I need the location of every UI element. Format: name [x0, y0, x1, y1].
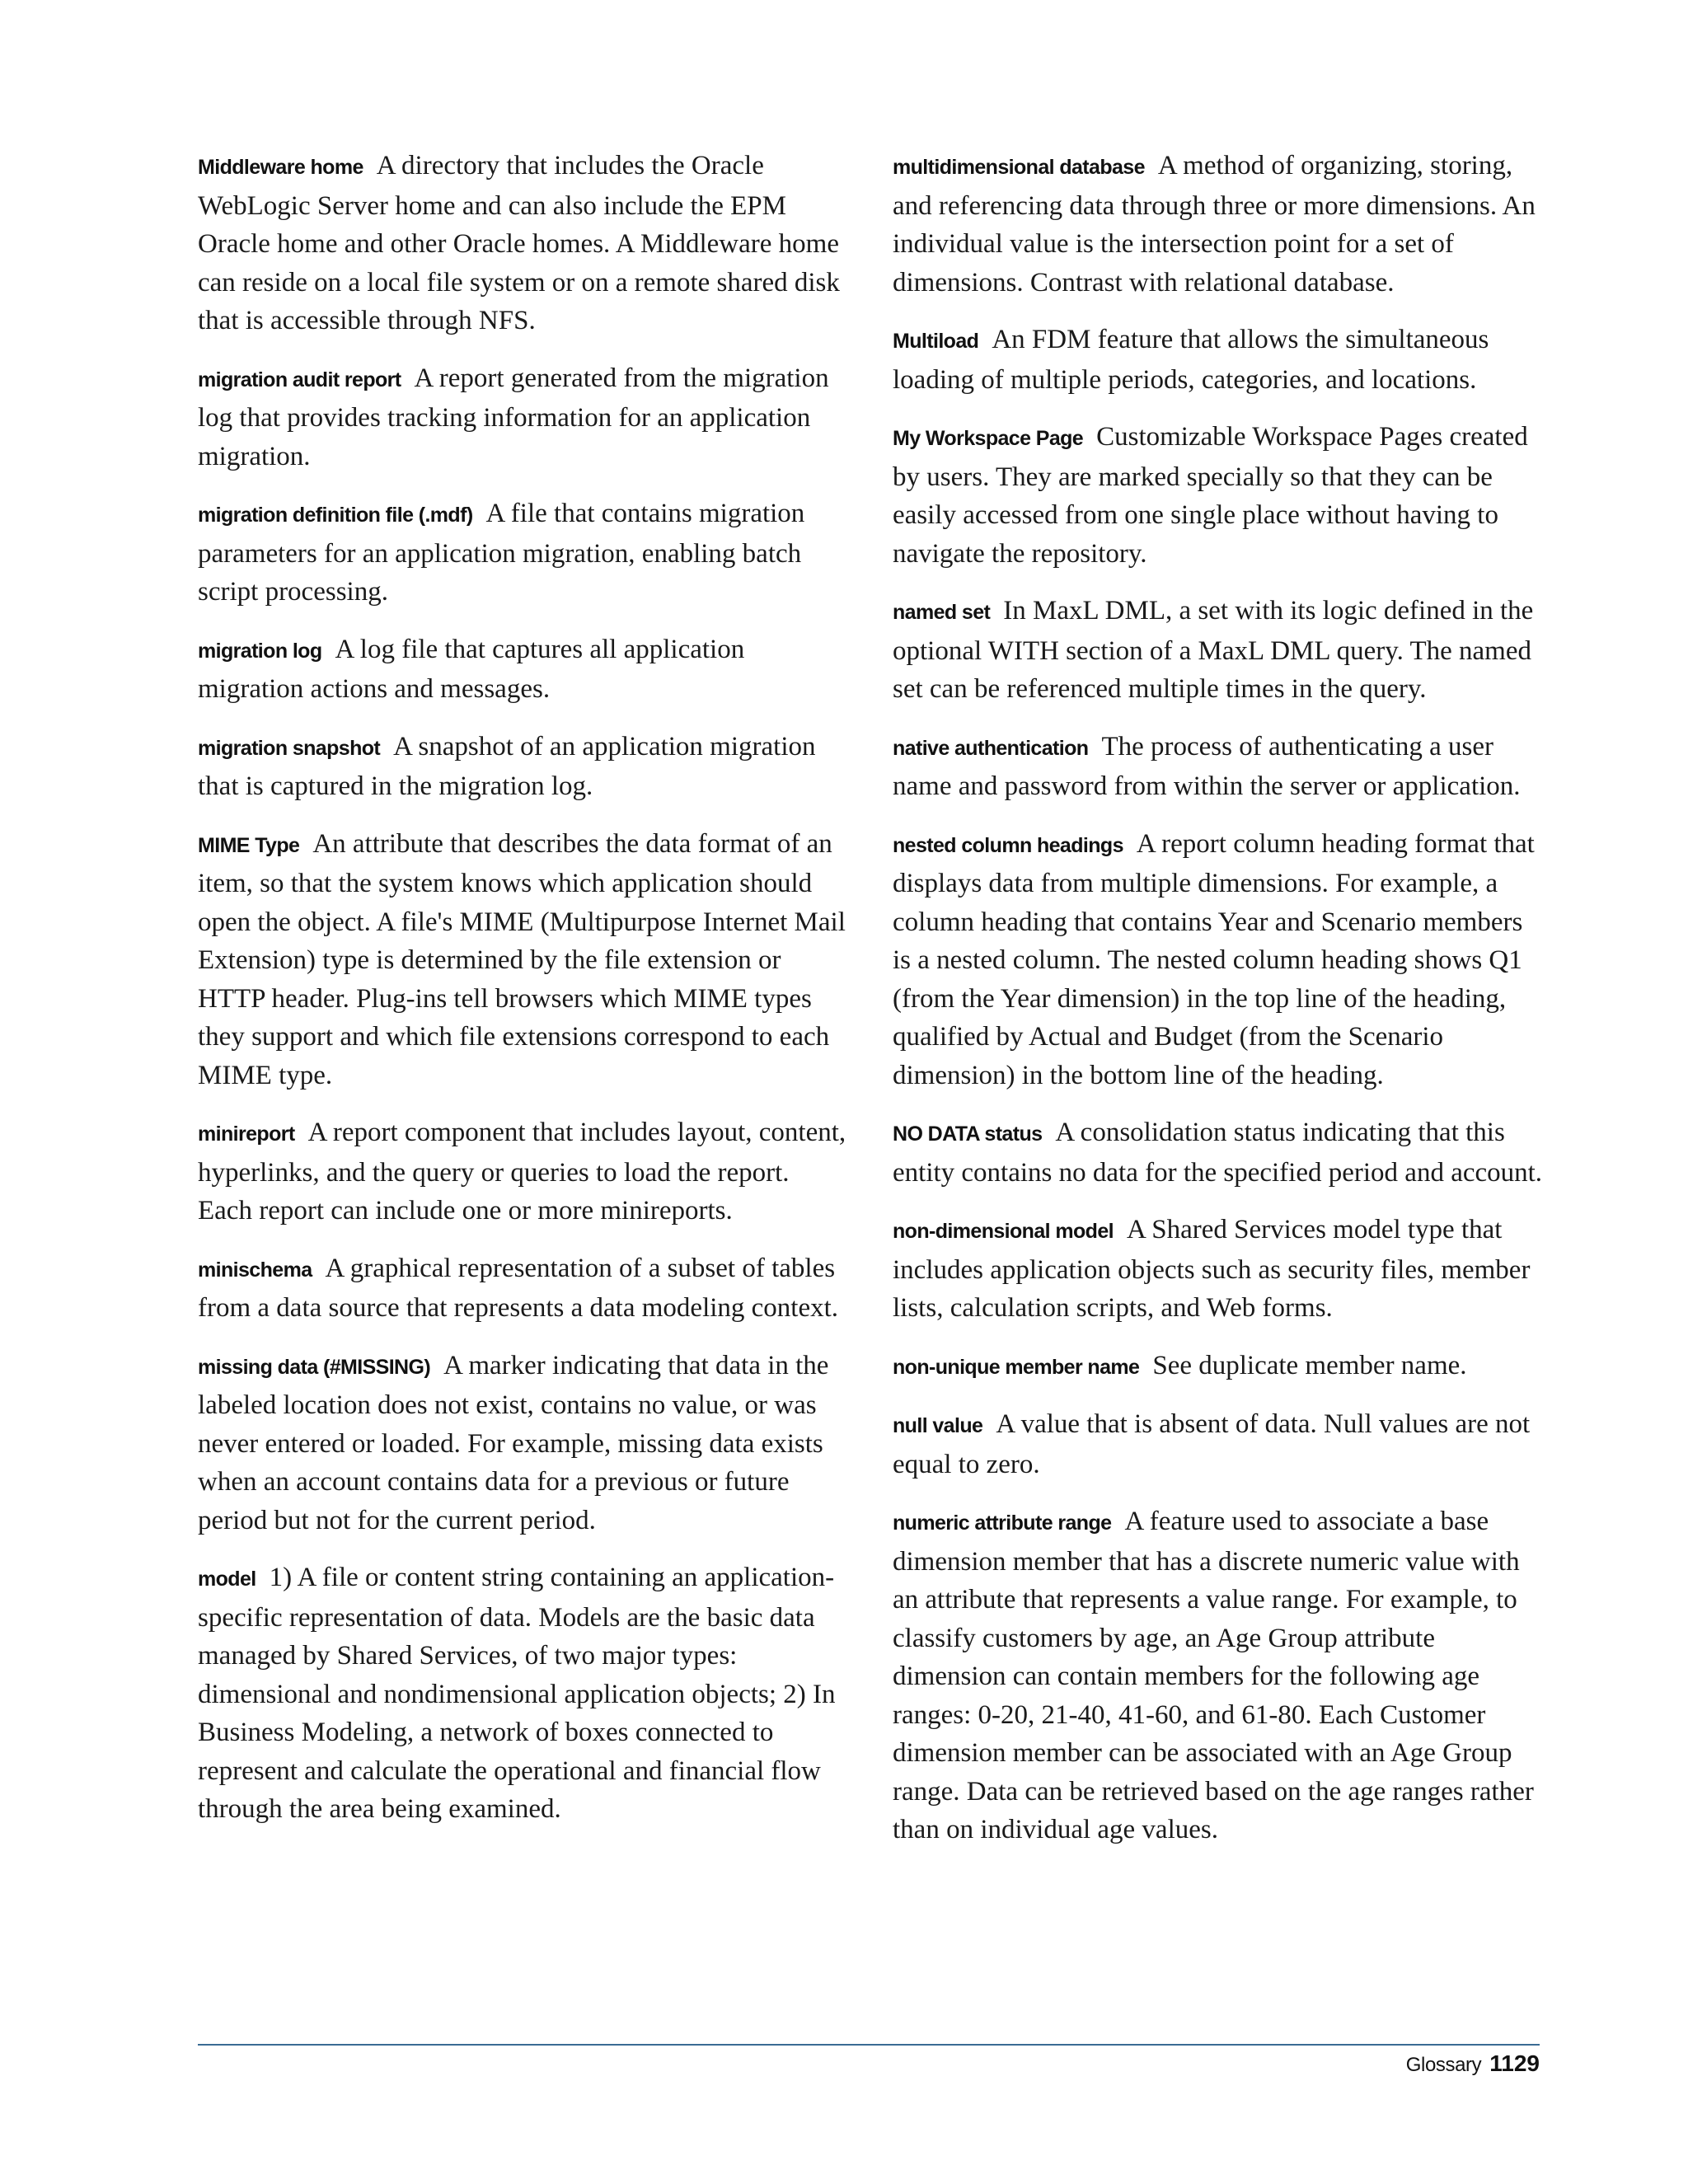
- glossary-definition: An attribute that describes the data format of an item, so that the system knows which application should open the object. A file's MIME (Multipurpose Internet Mail Extension) type is determined by the file extension or HTTP header. Plug-ins tell browsers which MIME types they support and which file extensions correspond to each MIME type.: [198, 828, 846, 1090]
- glossary-entry: [198, 494, 849, 612]
- glossary-definition: A report generated from the migration log that provides tracking information for an application migration.: [198, 363, 829, 471]
- page-number: 1129: [1489, 2050, 1540, 2076]
- glossary-term: non-unique member name: [893, 1355, 1140, 1379]
- glossary-entry: [893, 728, 1544, 806]
- glossary-term: Middleware home: [198, 156, 363, 179]
- glossary-entry: [198, 1113, 849, 1230]
- glossary-entry: [893, 321, 1544, 399]
- glossary-definition: A log file that captures all application migration actions and messages.: [198, 634, 745, 704]
- glossary-term: nested column headings: [893, 833, 1123, 857]
- glossary-term: native authentication: [893, 736, 1089, 760]
- glossary-term: My Workspace Page: [893, 427, 1084, 450]
- glossary-definition: A value that is absent of data. Null values are not equal to zero.: [893, 1409, 1531, 1479]
- glossary-definition: A consolidation status indicating that this entity contains no data for the specified period and account.: [893, 1118, 1543, 1188]
- glossary-term: null value: [893, 1414, 983, 1437]
- glossary-definition: Customizable Workspace Pages created by users. They are marked specially so that they can be easily accessed from one single place without having to navigate the repository.: [893, 422, 1528, 569]
- glossary-entry: [893, 1347, 1544, 1387]
- left-column: [198, 147, 849, 1848]
- page-footer: [1406, 2050, 1540, 2077]
- glossary-term: migration audit report: [198, 368, 401, 391]
- glossary-entry: [893, 1502, 1544, 1849]
- glossary-entry: [893, 418, 1544, 573]
- glossary-definition: A report column heading format that displays data from multiple dimensions. For example, a column heading that contains Year and Scenario members is a nested column. The nested column heading shows Q1 (from the Year dimension) in the top line of the heading, qualified by Actual and Budget (from the Scenario dimension) in the bottom line of the heading.: [893, 828, 1535, 1090]
- glossary-term: NO DATA status: [893, 1122, 1043, 1146]
- glossary-definition: The process of authenticating a user name and password from within the server or application.: [893, 731, 1521, 801]
- glossary-entry: [893, 1405, 1544, 1483]
- glossary-entry: [893, 592, 1544, 709]
- glossary-entry: [198, 1558, 849, 1829]
- glossary-entry: [198, 825, 849, 1095]
- glossary-term: named set: [893, 601, 991, 624]
- glossary-entry: [893, 147, 1544, 302]
- glossary-definition: A method of organizing, storing, and referencing data through three or more dimensions. An individual value is the intersection point for a set of dimensions. Contrast with relational database.: [893, 151, 1536, 298]
- footer-section-label: Glossary: [1405, 2054, 1482, 2076]
- glossary-entry: [198, 1249, 849, 1328]
- glossary-definition: 1) A file or content string containing an application-specific representation of data. Models are the basic data managed by Shared Services, of two major types: dimensional and nondimensional application objects; 2) In Business Modeling, a network of boxes connected to represent and calculate the operational and financial flow through the area being examined.: [198, 1563, 836, 1824]
- glossary-term: Multiload: [893, 330, 979, 353]
- glossary-term: minireport: [198, 1122, 295, 1146]
- glossary-entry: [198, 1347, 849, 1540]
- glossary-term: migration log: [198, 639, 322, 663]
- glossary-entry: [198, 728, 849, 806]
- glossary-definition: A file that contains migration parameters for an application migration, enabling batch script processing.: [198, 499, 805, 607]
- right-column: [893, 147, 1544, 1868]
- glossary-definition: In MaxL DML, a set with its logic defined in the optional WITH section of a MaxL DML query. The named set can be referenced multiple times in the query.: [893, 596, 1534, 704]
- glossary-entry: [893, 1211, 1544, 1328]
- glossary-term: migration definition file (.mdf): [198, 504, 473, 527]
- glossary-entry: [893, 1113, 1544, 1192]
- glossary-definition: A snapshot of an application migration that is captured in the migration log.: [198, 731, 816, 801]
- glossary-definition: An FDM feature that allows the simultaneous loading of multiple periods, categories, and locations.: [893, 325, 1489, 395]
- glossary-definition: A Shared Services model type that includes application objects such as security files, member lists, calculation scripts, and Web forms.: [893, 1215, 1531, 1323]
- glossary-term: model: [198, 1568, 256, 1591]
- glossary-term: minischema: [198, 1258, 312, 1282]
- glossary-term: multidimensional database: [893, 156, 1145, 179]
- glossary-definition: A marker indicating that data in the labeled location does not exist, contains no value, or was never entered or loaded. For example, missing data exists when an account contains data for a previous or future period but not for the current period.: [198, 1350, 829, 1535]
- footer-divider: [198, 2044, 1540, 2046]
- glossary-term: MIME Type: [198, 833, 300, 857]
- glossary-term: numeric attribute range: [893, 1511, 1112, 1535]
- glossary-entry: [893, 825, 1544, 1095]
- glossary-entry: [198, 630, 849, 709]
- glossary-term: migration snapshot: [198, 736, 381, 760]
- glossary-term: non-dimensional model: [893, 1220, 1114, 1243]
- glossary-term: missing data (#MISSING): [198, 1355, 431, 1379]
- glossary-definition: A graphical representation of a subset of tables from a data source that represents a data modeling context.: [198, 1253, 839, 1323]
- glossary-definition: A directory that includes the Oracle WebLogic Server home and can also include the EPM Oracle home and other Oracle homes. A Middleware home can reside on a local file system or on a remote shared disk that is accessible through NFS.: [198, 151, 840, 335]
- glossary-entry: [198, 147, 849, 340]
- glossary-definition: A report component that includes layout, content, hyperlinks, and the query or queries to load the report. Each report can include one or more minireports.: [198, 1118, 846, 1226]
- glossary-definition: See duplicate member name.: [1152, 1350, 1467, 1380]
- glossary-definition: A feature used to associate a base dimension member that has a discrete numeric value with an attribute that represents a value range. For example, to classify customers by age, an Age Group attribute dimension can contain members for the following age ranges: 0-20, 21-40, 41-60, and 61-80. Each Customer dimension member can be associated with an Age Group range. Data can be retrieved based on the age ranges rather than on individual age values.: [893, 1507, 1534, 1844]
- glossary-entry: [198, 359, 849, 476]
